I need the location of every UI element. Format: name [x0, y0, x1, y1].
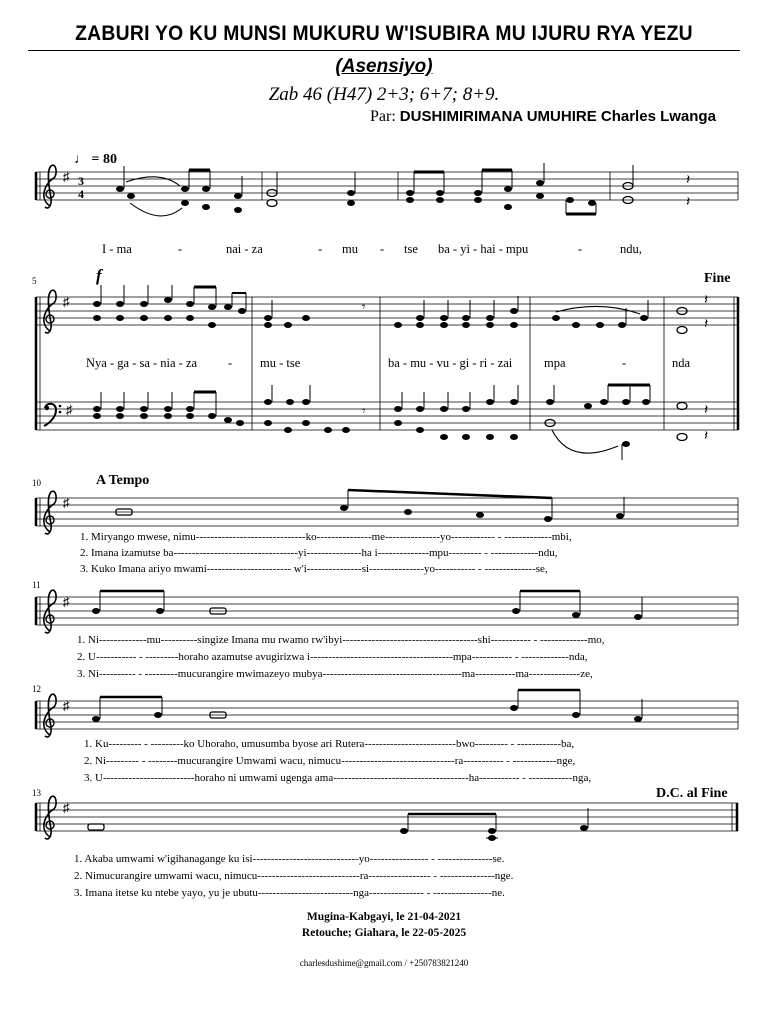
svg-text:♯: ♯: [63, 169, 70, 184]
lyric-syllable: tse: [404, 242, 418, 256]
verse-line: 2. Imana izamutse ba----------------------------------yi---------------ha i--------------mpu--------- - -------------ndu,: [80, 547, 558, 559]
lyric-hyphen: -: [380, 242, 385, 256]
contact-info: charlesdushime@gmail.com / +250783821240: [299, 958, 469, 968]
svg-text:𝄽: 𝄽: [704, 293, 709, 308]
lyric-syllable: ba - yi - hai - mpu: [438, 242, 529, 256]
psalm-reference: Zab 46 (H47) 2+3; 6+7; 8+9.: [268, 84, 500, 105]
verse-staff-11: [36, 590, 738, 633]
svg-text:𝄽: 𝄽: [686, 195, 691, 210]
verse-staff-10: [36, 490, 738, 534]
author-prefix: Par:: [370, 108, 396, 125]
verse-line: 2. Ni--------- - --------mucurangire Umwami wacu, nimucu-------------------------------ra----------- - ------------nge,: [84, 755, 576, 767]
measure-number: 10: [32, 478, 41, 488]
lyric-syllable: ndu,: [620, 242, 642, 256]
lyric-hyphen: -: [318, 242, 323, 256]
a-tempo-marking: A Tempo: [96, 473, 150, 488]
dc-al-fine-marking: D.C. al Fine: [656, 786, 728, 801]
verse-line: 1. Ku--------- - ---------ko Uhoraho, umusumba byose ari Rutera-------------------------bwo--------- - ------------ba,: [84, 738, 575, 750]
verse-line: 3. U-------------------------horaho ni umwami ugenga ama-------------------------------------ha----------- - ------------nga,: [84, 772, 592, 784]
verse-staff-12: [36, 690, 738, 737]
measure-number: 13: [32, 788, 41, 798]
lyric-syllable: I - ma: [102, 242, 132, 256]
svg-text:4: 4: [78, 187, 84, 201]
measure-number: 5: [32, 276, 37, 286]
verse-line: 2. U----------- - ---------horaho azamutse avugirizwa i---------------------------------------mpa----------- - -------------nda,: [77, 651, 588, 663]
lyric-syllable: mu - tse: [260, 356, 301, 370]
measure-number: 12: [32, 684, 41, 694]
svg-text:𝄾: 𝄾: [362, 299, 366, 314]
author-name: DUSHIMIRIMANA UMUHIRE Charles Lwanga: [399, 108, 716, 125]
svg-text:𝄽: 𝄽: [704, 429, 709, 444]
dynamic-forte: f: [96, 266, 102, 285]
svg-text:♯: ♯: [63, 594, 70, 609]
svg-text:𝄾: 𝄾: [362, 403, 366, 418]
tempo-marking: ♩ = 80: [74, 152, 117, 167]
verse-line: 3. Imana itetse ku ntebe yayo, yu je ubutu--------------------------nga--------------- - ----------------ne.: [74, 887, 505, 899]
retouch-date: Retouche; Giahara, le 22-05-2025: [301, 927, 467, 939]
lyric-syllable: ba - mu - vu - gi - ri - zai: [388, 356, 513, 370]
verse-line: 3. Kuko Imana ariyo mwami----------------------- w'i---------------si---------------yo----------- - --------------se,: [80, 563, 548, 575]
lyric-syllable: mu: [342, 242, 358, 256]
fine-marking: Fine: [704, 271, 731, 286]
song-title: ZABURI YO KU MUNSI MUKURU W'ISUBIRA MU IJURU RYA YEZU: [75, 22, 693, 45]
svg-text:𝄽: 𝄽: [686, 173, 691, 188]
lyric-hyphen: -: [228, 356, 233, 370]
lyric-syllable: mpa: [544, 356, 566, 370]
svg-text:3: 3: [78, 174, 84, 188]
svg-text:♯: ♯: [66, 402, 73, 417]
svg-text:♯: ♯: [63, 698, 70, 713]
lyric-syllable: nai - za: [226, 242, 263, 256]
verse-line: 1. Ni-------------mu----------singize Imana mu rwamo rw'ibyi-------------------------------------shi----------- - -------------mo,: [77, 634, 605, 646]
lyric-syllable: nda: [672, 356, 691, 370]
measure-number: 11: [32, 580, 41, 590]
svg-text:𝄽: 𝄽: [704, 317, 709, 332]
staff-system-1: [36, 163, 738, 216]
song-subtitle: (Asensiyo): [335, 56, 433, 77]
verse-line: 3. Ni---------- - ---------mucurangire mwimazeyo mubya--------------------------------------ma-----------ma--------------ze,: [77, 668, 593, 680]
lyric-hyphen: -: [578, 242, 583, 256]
svg-text:♯: ♯: [63, 495, 70, 510]
svg-text:𝄽: 𝄽: [704, 403, 709, 418]
verse-line: 1. Akaba umwami w'igihanagange ku isi-----------------------------yo---------------- - ---------------se.: [74, 853, 505, 865]
lyric-hyphen: -: [178, 242, 183, 256]
verse-line: 2. Nimucurangire umwami wacu, nimucu----------------------------ra----------------- - ---------------nge.: [74, 870, 514, 882]
lyric-hyphen: -: [622, 356, 627, 370]
lyric-syllable: Nya - ga - sa - nia - za: [86, 356, 198, 370]
staff-system-2: [36, 285, 738, 460]
svg-text:♯: ♯: [63, 800, 70, 815]
verse-line: 1. Miryango mwese, nimu------------------------------ko---------------me---------------yo------------ - -------------mbi,: [80, 531, 572, 543]
verse-staff-13: [36, 796, 738, 841]
svg-text:♯: ♯: [63, 294, 70, 309]
date-location: Mugina-Kabgayi, le 21-04-2021: [306, 911, 462, 923]
